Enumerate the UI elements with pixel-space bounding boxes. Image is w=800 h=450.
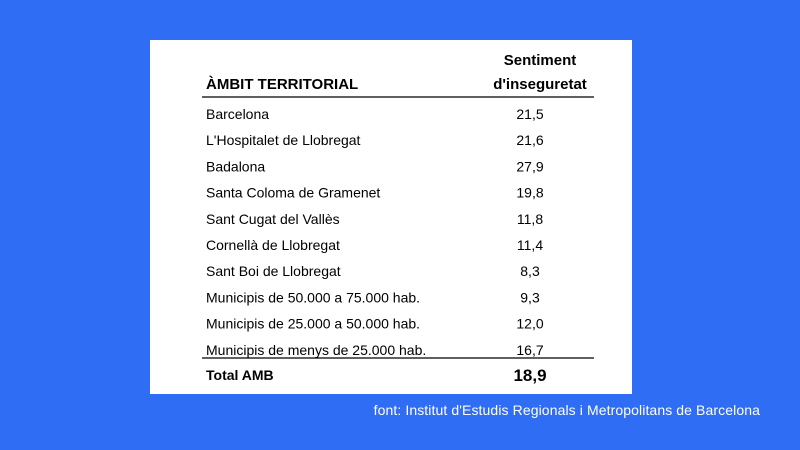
row-value: 11,8 — [516, 210, 544, 227]
row-value: 21,6 — [516, 132, 544, 149]
column-header-ambit: ÀMBIT TERRITORIAL — [206, 76, 359, 93]
row-value: 12,0 — [516, 315, 544, 332]
row-label: Municipis de menys de 25.000 hab. — [206, 341, 427, 358]
row-label: Municipis de 50.000 a 75.000 hab. — [206, 289, 421, 306]
row-value: 16,7 — [516, 341, 544, 358]
table-body — [206, 106, 544, 358]
total-label: Total AMB — [206, 367, 274, 383]
row-label: Municipis de 25.000 a 50.000 hab. — [206, 315, 421, 332]
row-value: 11,4 — [516, 237, 544, 253]
row-label: Santa Coloma de Gramenet — [206, 184, 381, 201]
row-label: Badalona — [206, 158, 266, 175]
row-label: Cornellà de Llobregat — [206, 237, 340, 253]
data-table — [150, 40, 632, 394]
table-card — [150, 40, 632, 394]
row-label: Sant Cugat del Vallès — [206, 210, 340, 227]
row-label: Sant Boi de Llobregat — [206, 263, 341, 280]
row-label: Barcelona — [206, 106, 270, 122]
source-caption: font: Institut d'Estudis Regionals i Metropolitans de Barcelona — [373, 402, 760, 418]
row-value: 19,8 — [516, 184, 544, 201]
row-value: 27,9 — [516, 158, 544, 175]
row-value: 8,3 — [520, 263, 540, 280]
column-header-inseguretat: d'inseguretat — [493, 76, 587, 93]
row-value: 21,5 — [516, 106, 544, 122]
row-value: 9,3 — [520, 289, 540, 306]
column-header-sentiment: Sentiment — [503, 52, 577, 69]
row-label: L'Hospitalet de Llobregat — [206, 132, 361, 149]
total-value: 18,9 — [513, 366, 547, 385]
